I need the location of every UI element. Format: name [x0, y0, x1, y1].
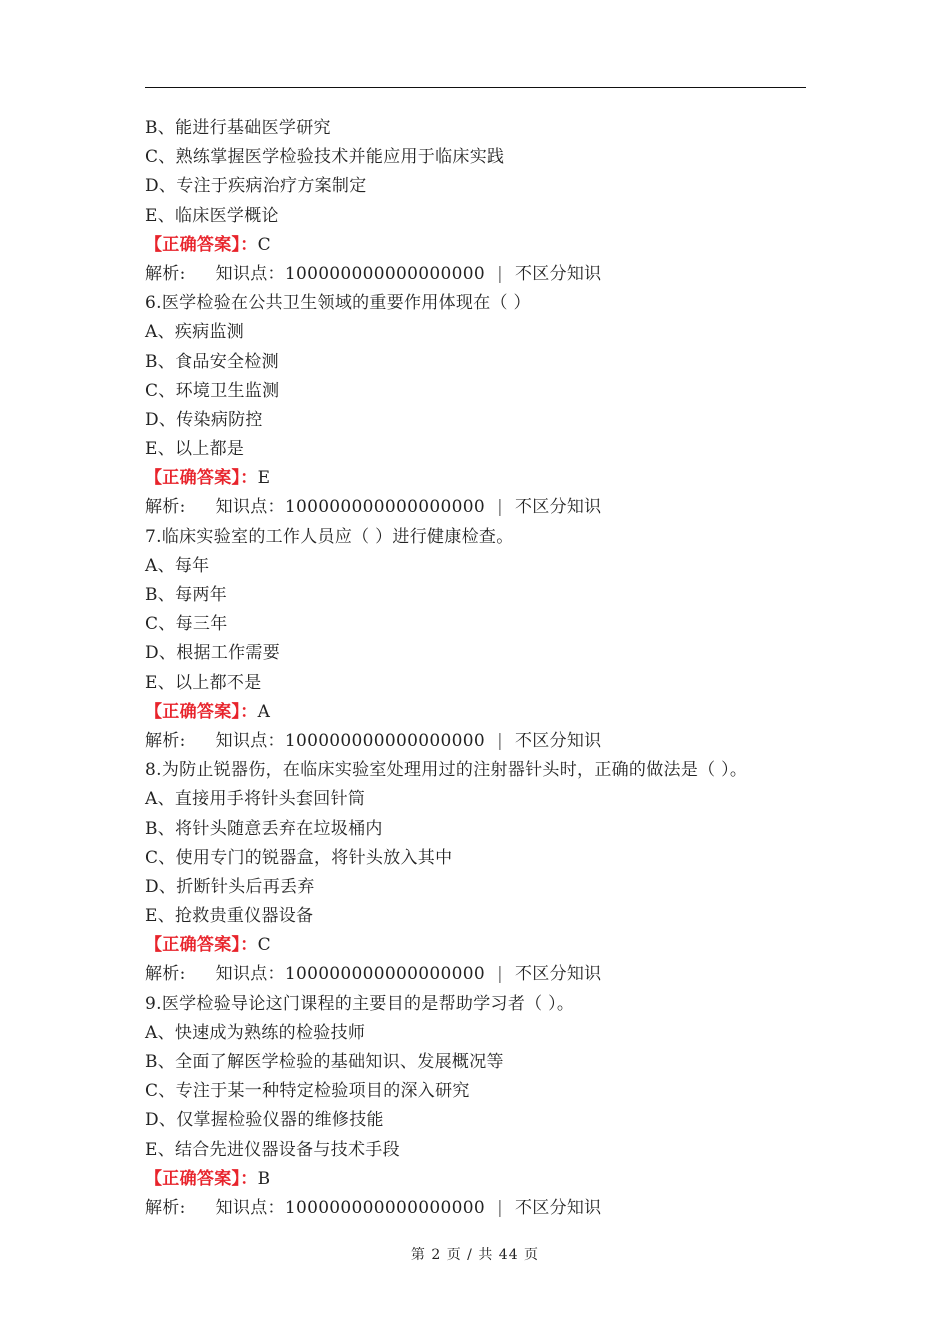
knowledge-point-note: 不区分知识 [514, 1197, 602, 1218]
analysis-prefix: 解析: [145, 1197, 186, 1218]
analysis-prefix: 解析: [145, 263, 186, 284]
answer-option: C、使用专门的锐器盒，将针头放入其中 [145, 847, 453, 868]
answer-option: D、仅掌握检验仪器的维修技能 [145, 1110, 384, 1131]
answer-option: C、每三年 [145, 614, 228, 635]
knowledge-point-note: 不区分知识 [514, 964, 602, 985]
correct-answer-line [145, 931, 845, 960]
correct-answer-line [145, 231, 845, 260]
correct-answer-line [145, 698, 845, 727]
correct-answer-line [145, 464, 845, 493]
analysis-line [145, 260, 845, 289]
correct-answer-value: A [257, 701, 271, 722]
analysis-line [145, 727, 845, 756]
separator: | [496, 497, 503, 518]
knowledge-point-label: 知识点： [215, 263, 285, 284]
answer-option: B、每两年 [145, 585, 227, 605]
correct-answer-value: C [257, 935, 271, 956]
document-body [145, 114, 845, 1223]
separator: | [496, 730, 503, 751]
knowledge-point-note: 不区分知识 [514, 263, 602, 284]
answer-option: B、食品安全检测 [145, 351, 279, 372]
answer-option: B、能进行基础医学研究 [145, 118, 331, 138]
analysis-line [145, 493, 845, 522]
answer-option: B、全面了解医学检验的基础知识、发展概况等 [145, 1052, 504, 1072]
knowledge-point-value: 100000000000000000 [284, 1197, 485, 1218]
analysis-line [145, 1194, 845, 1223]
knowledge-point-note: 不区分知识 [514, 497, 602, 518]
answer-option: E、结合先进仪器设备与技术手段 [145, 1139, 400, 1160]
answer-option: D、根据工作需要 [145, 643, 281, 664]
answer-option: A、疾病监测 [145, 322, 245, 343]
answer-option: A、每年 [145, 555, 210, 576]
knowledge-point-label: 知识点： [215, 497, 285, 518]
knowledge-point-value: 100000000000000000 [284, 964, 485, 985]
answer-option: E、临床医学概论 [145, 205, 279, 226]
correct-answer-label: 【正确答案】： [145, 234, 258, 255]
correct-answer-line [145, 1165, 845, 1194]
knowledge-point-label: 知识点： [215, 1197, 285, 1218]
question-stem: 7.临床实验室的工作人员应（ ）进行健康检查。 [145, 526, 514, 547]
answer-option: C、熟练掌握医学检验技术并能应用于临床实践 [145, 147, 505, 168]
correct-answer-value: E [257, 468, 271, 489]
correct-answer-label: 【正确答案】： [145, 1168, 258, 1189]
analysis-line [145, 960, 845, 989]
knowledge-point-value: 100000000000000000 [284, 497, 485, 518]
answer-option: D、传染病防控 [145, 409, 263, 430]
answer-option: C、专注于某一种特定检验项目的深入研究 [145, 1081, 470, 1102]
answer-option: E、以上都是 [145, 439, 245, 460]
correct-answer-label: 【正确答案】： [145, 468, 258, 489]
answer-option: E、以上都不是 [145, 672, 262, 693]
correct-answer-label: 【正确答案】： [145, 935, 258, 956]
separator: | [496, 263, 503, 284]
correct-answer-value: C [257, 234, 271, 255]
answer-option: D、专注于疾病治疗方案制定 [145, 176, 367, 197]
answer-option: C、环境卫生监测 [145, 380, 280, 401]
correct-answer-label: 【正确答案】： [145, 701, 258, 722]
analysis-prefix: 解析: [145, 964, 186, 985]
answer-option: B、将针头随意丢弃在垃圾桶内 [145, 818, 383, 839]
analysis-prefix: 解析: [145, 730, 186, 751]
answer-option: A、快速成为熟练的检验技师 [145, 1022, 366, 1043]
analysis-prefix: 解析: [145, 497, 186, 518]
correct-answer-value: B [257, 1168, 271, 1189]
answer-option: E、抢救贵重仪器设备 [145, 906, 314, 927]
knowledge-point-note: 不区分知识 [514, 730, 602, 751]
knowledge-point-value: 100000000000000000 [284, 730, 485, 751]
separator: | [496, 964, 503, 985]
separator: | [496, 1197, 503, 1218]
knowledge-point-label: 知识点： [215, 730, 285, 751]
page-footer: 第 2 页 / 共 44 页 [410, 1247, 540, 1263]
knowledge-point-value: 100000000000000000 [284, 263, 485, 284]
knowledge-point-label: 知识点： [215, 964, 285, 985]
answer-option: D、折断针头后再丢弃 [145, 876, 315, 897]
question-stem: 8.为防止锐器伤，在临床实验室处理用过的注射器针头时，正确的做法是（ ）。 [145, 760, 748, 781]
question-stem: 9.医学检验导论这门课程的主要目的是帮助学习者（ ）。 [145, 993, 575, 1014]
header-rule [145, 87, 806, 88]
answer-option: A、直接用手将针头套回针筒 [145, 789, 366, 810]
question-stem: 6.医学检验在公共卫生领域的重要作用体现在（ ） [145, 293, 531, 314]
